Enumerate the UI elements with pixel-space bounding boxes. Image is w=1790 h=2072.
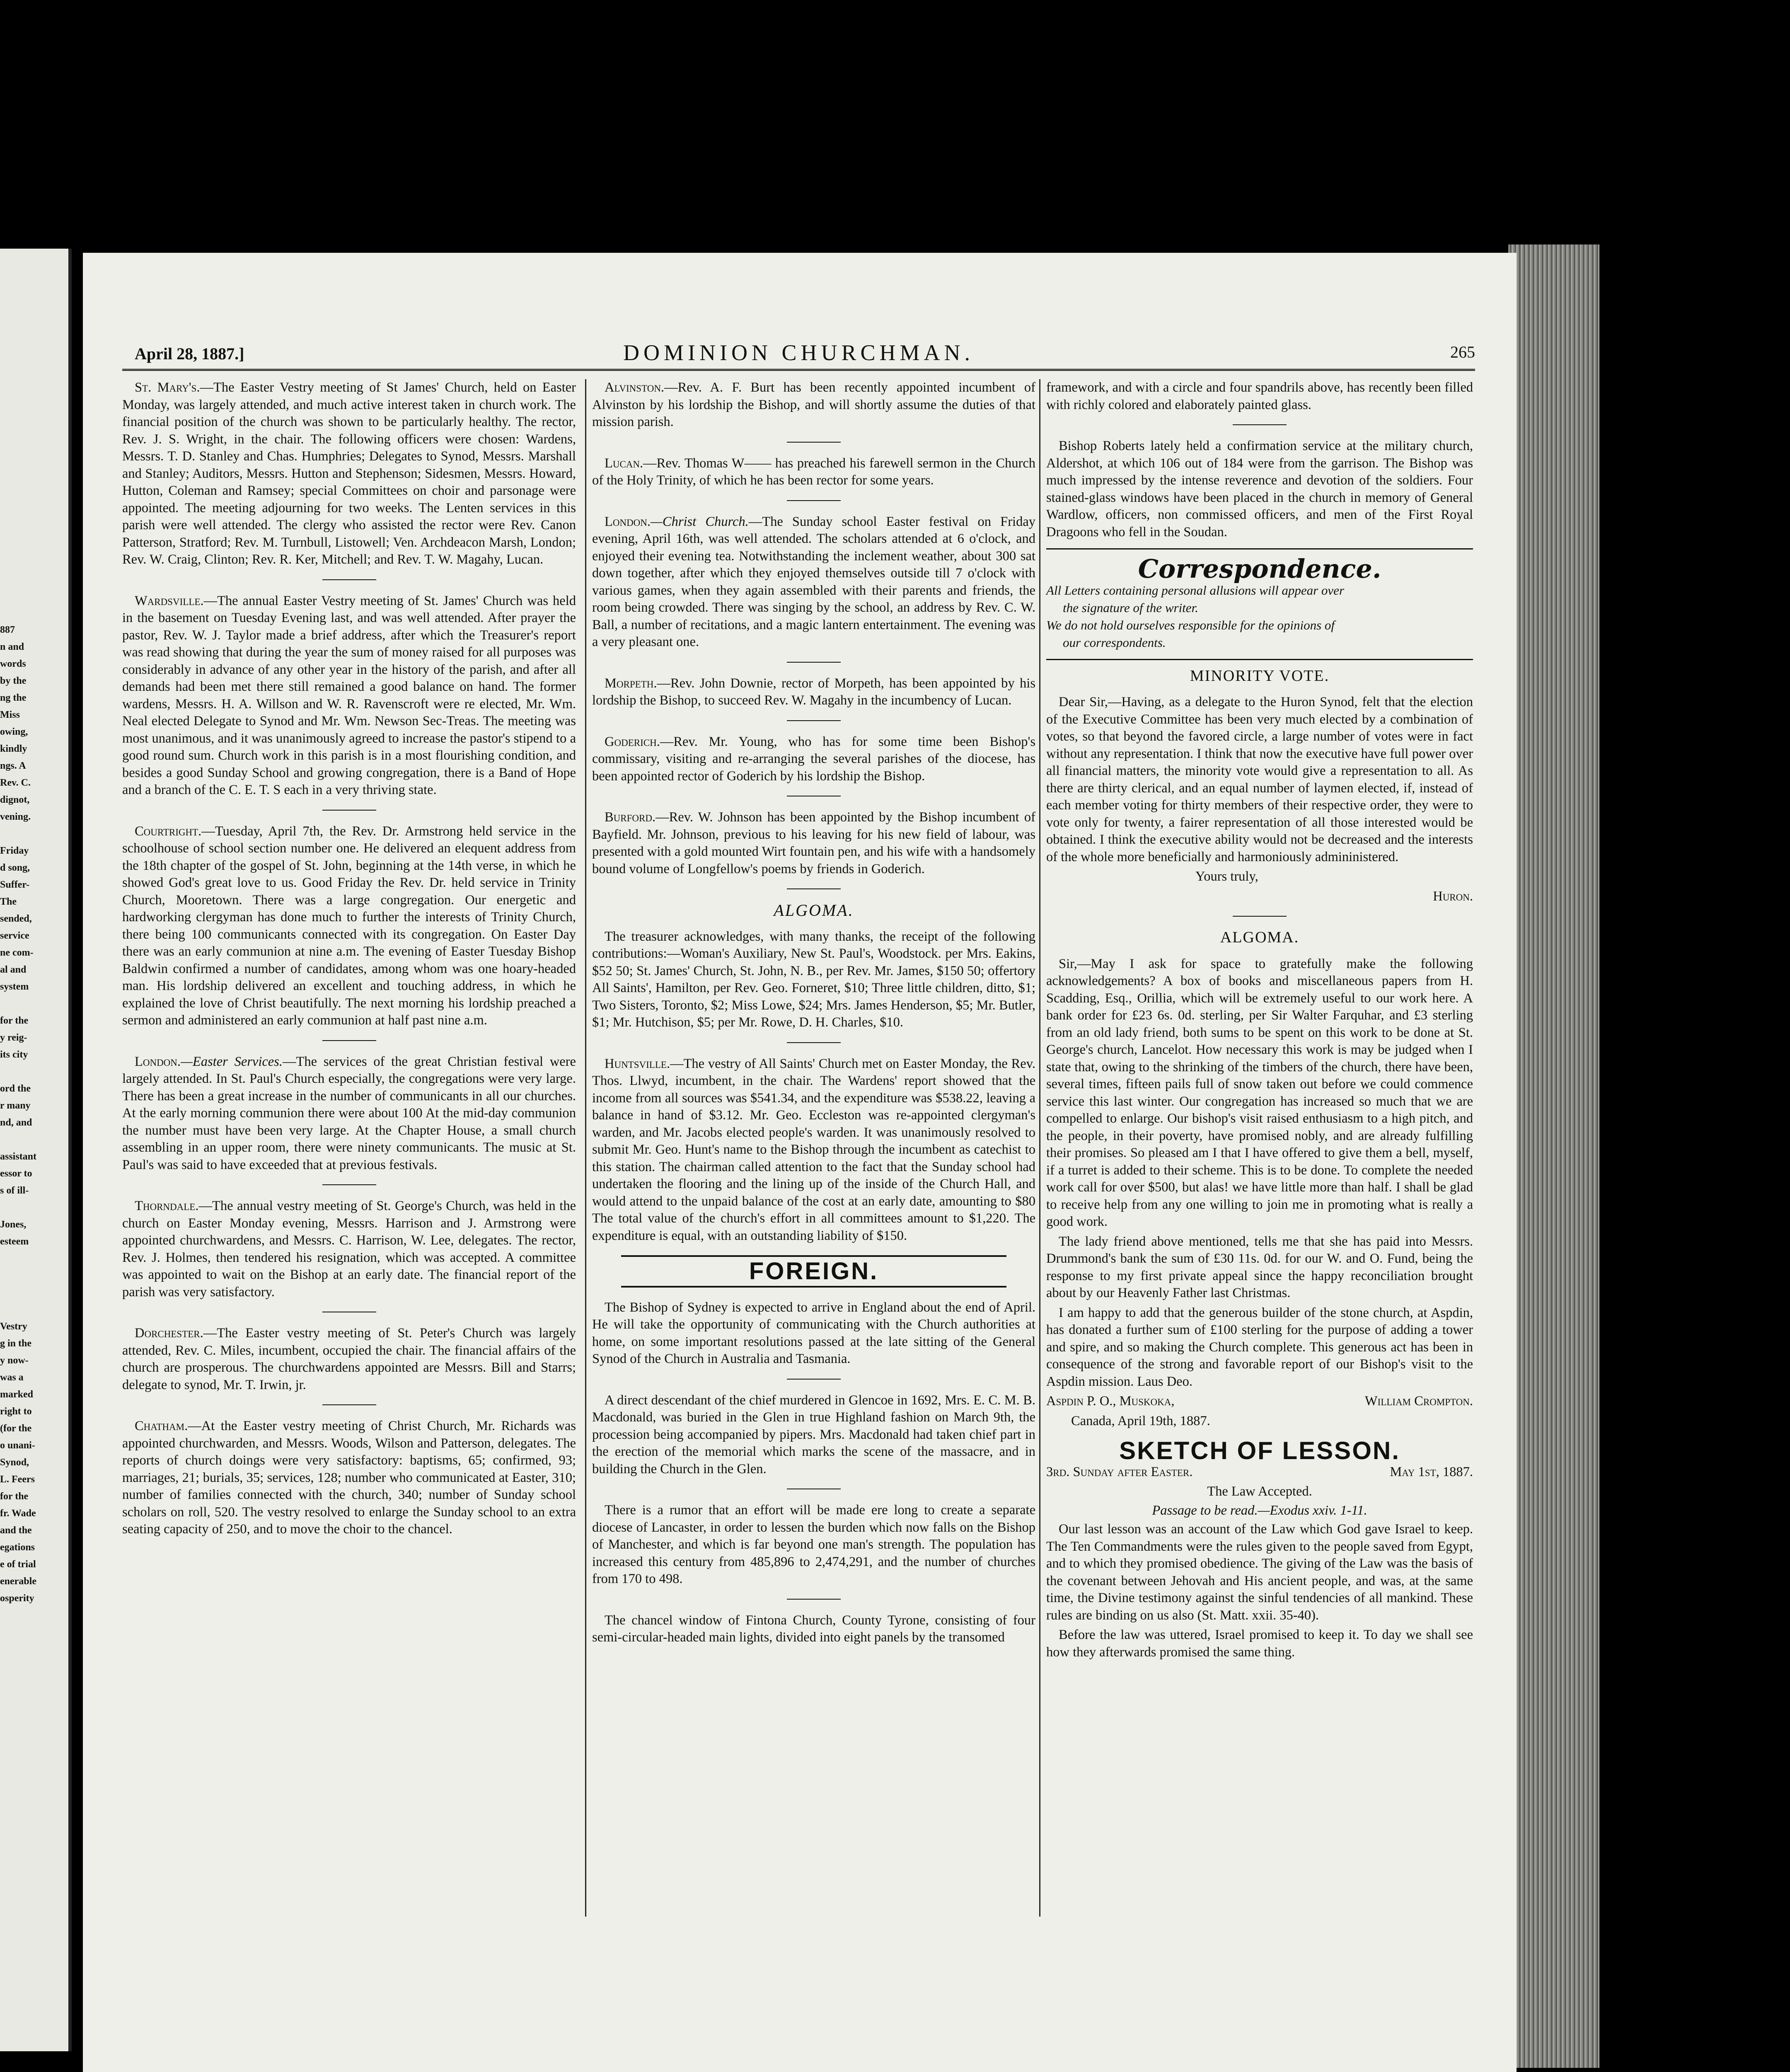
facing-page-fragment: y reig- — [0, 1032, 27, 1043]
sketch-of-lesson-heading: SKETCH OF LESSON. — [1119, 1437, 1400, 1464]
facing-page-text-fragments — [0, 622, 62, 1607]
item-lead: Wardsville. — [135, 593, 204, 608]
item-lead: Alvinston. — [605, 380, 665, 395]
facing-page-fragment: essor to — [0, 1168, 32, 1179]
facing-page-fragment: Vestry — [0, 1321, 27, 1332]
news-item — [122, 823, 576, 1029]
facing-page-fragment: for the — [0, 1015, 29, 1026]
facing-page-fragment — [0, 1131, 62, 1148]
item-text: —Tuesday, April 7th, the Rev. Dr. Armstrong held service in the schoolhouse of school section number one. He delivered an elequent address from the 18th chapter of the gospel of St. John, beginning at the 14th verse, in which he showed God's great love to us. Good Friday the Rev. Dr. held service in Trinity Church, Mooretown. There was a large congregation. Our energetic and hardworking clergyman has done much to further the interests of Trinity Church, there being 100 communicants connected with its congregation. On Easter Day there was an early communion at nine a.m. The evening of Easter Tuesday Bishop Baldwin confirmed a number of candidates, among whom was one hoary-headed man. His lordship delivered an excellent and touching address, in which he explained the love of Christ beautifully. The next morning his lordship preached a sermon and administered an early communion at half past nine a.m. — [122, 823, 576, 1028]
letter-signature: Huron. — [1433, 888, 1473, 904]
facing-page-fragment: sended, — [0, 913, 32, 924]
item-text: —The Easter vestry meeting of St. Peter's Church was largely attended, Rev. C. Miles, incumbent, occupied the chair. The financial affairs of the church are prosperous. The churchwardens appointed are Messrs. Bill and Starrs; delegate to synod, Mr. T. Irwin, jr. — [122, 1326, 576, 1392]
facing-page-fragment: Friday — [0, 845, 29, 856]
facing-page-fragment: ngs. A — [0, 760, 26, 771]
page-header — [122, 340, 1475, 371]
foreign-items — [592, 1299, 1035, 1646]
news-item — [122, 379, 576, 569]
separator — [322, 1404, 376, 1405]
facing-page-fragment — [0, 1199, 62, 1216]
news-item — [122, 1325, 576, 1394]
facing-page-fragment: system — [0, 981, 29, 992]
item-lead: Goderich. — [605, 734, 660, 749]
huntsville-item — [592, 1055, 1035, 1245]
minority-vote-heading: MINORITY VOTE. — [1190, 667, 1330, 685]
facing-page-fragment: fr. Wade — [0, 1508, 36, 1519]
news-item — [592, 379, 1035, 431]
algoma-heading: ALGOMA. — [774, 901, 854, 920]
news-item — [592, 675, 1035, 709]
news-item — [122, 593, 576, 799]
separator — [1233, 424, 1287, 425]
separator — [787, 888, 841, 889]
news-item — [592, 733, 1035, 785]
rule — [1046, 548, 1473, 549]
lesson-paragraph: Our last lesson was an account of the Law which God gave Israel to keep. The Ten Commandments were the rules given to the people saved from Egypt, and to which they promised obedience. The giving of the Law was the basis of the covenant between Jehovah and His ancient people, and was, at the same time, the Divine testimony against the sinful tendencies of all mankind. These rules are binding on us also (St. Matt. xxii. 35-40). — [1046, 1522, 1473, 1623]
facing-page-fragment: was a — [0, 1372, 24, 1383]
item-lead: Courtright. — [135, 823, 202, 839]
facing-page-fragment: o unani- — [0, 1440, 35, 1451]
bishop-roberts-item: Bishop Roberts lately held a confirmation service at the military church, Aldershot, at which 106 out of 184 were from the garrison. The Bishop was much impressed by the intense reverence and devotion of the soldiers. Four stained-glass windows have been placed in the church in memory of General Wardlow, officers, non commissed officers, and men of the First Royal Dragoons who fell in the Soudan. — [1046, 438, 1473, 540]
news-item — [122, 1418, 576, 1538]
item-subhead: —Easter Services. — [181, 1054, 283, 1069]
facing-page-fragment: Suffer- — [0, 879, 30, 890]
item-lead: Burford. — [605, 810, 656, 825]
facing-page-fragment: egations — [0, 1542, 35, 1553]
facing-page-fragment: Rev. C. — [0, 777, 31, 788]
book-page-edges — [1508, 244, 1599, 2068]
letter-closing: Yours truly, — [1195, 869, 1258, 884]
item-lead: Huntsville. — [605, 1056, 670, 1071]
item-text: —The services of the great Christian festival were largely attended. In St. Paul's Church especially, the congregations were very large. There has been a great increase in the number of communicants in all our churches. At the early morning communion there were about 100 At the mid-day communion the number must have been very large. At the Chapter House, a small church assembling in an upper room, there were ninety communicants. The music at St. Paul's was said to have exceeded that at previous festivals. — [122, 1054, 576, 1172]
item-text: —Rev. A. F. Burt has been recently appointed incumbent of Alvinston by his lordship the Bishop, and will shortly assume the duties of that mission parish. — [592, 380, 1035, 429]
news-item — [122, 1198, 576, 1301]
lesson-paragraph: Before the law was uttered, Israel promised to keep it. To day we shall see how they afterwards promised the same thing. — [1046, 1627, 1473, 1660]
item-text: —At the Easter vestry meeting of Christ Church, Mr. Richards was appointed churchwarden, and Messrs. Woods, Wilson and Patterson, delegates. The reports of church doings were very satisfactory: baptisms, 65; confirmed, 93; marriages, 21; burials, 35; services, 128; number who communicated at Easter, 310; number of families connected with the church, 340; number of Sunday school scholars on roll, 520. The vestry resolved to enlarge the Sunday school to an extra seating capacity of 250, and to move the choir to the chancel. — [122, 1418, 576, 1537]
item-lead: London. — [135, 1054, 181, 1069]
notice-line: We do not hold ourselves responsible for the opinions of — [1046, 617, 1335, 632]
correspondence-heading: Correspondence. — [1138, 554, 1381, 584]
column-3 — [1039, 379, 1473, 1917]
item-text: —Rev. Mr. Young, who has for some time been Bishop's commissary, visiting and re-arranging the several parishes of the diocese, has been appointed rector of Goderich by his lordship the Bishop. — [592, 734, 1035, 784]
news-item — [592, 455, 1035, 489]
item-text: —Rev. John Downie, rector of Morpeth, has been appointed by his lordship the Bishop, to succeed Rev. W. Magahy in the incumbency of Lucan. — [592, 675, 1035, 708]
item-text: —The annual vestry meeting of St. George's Church, was held in the church on Easter Monday evening, Messrs. Harrison and J. Armstrong were appointed churchwardens, and Messrs. C. Harrison, W. Lee, delegates. The rector, Rev. J. Holmes, then tendered his resignation, which was accepted. A committee was appointed to wait on the Bishop at an early date. The financial report of the parish was very satisfactory. — [122, 1198, 576, 1300]
item-text: —The vestry of All Saints' Church met on Easter Monday, the Rev. Thos. Llwyd, incumbent, in the chair. The Wardens' report showed that the income from all sources was $541.34, and the expenditure was $538.22, leaving a balance in hand of $3.12. Mr. Geo. Eccleston was re-appointed clergyman's warden, and Mr. Jacobs elected people's warden. It was unanimously resolved to submit Mr. Geo. Hunt's name to the Bishop through the incumbent as catechist to this station. The chairman called attention to the fact that the Sunday school had undertaken the flooring and the lining up of the inside of the Church Hall, and would attend to the unpaid balance of the cost at an early date, amounting to $80 The total value of the church's effort in all committees amount to $1,220. The expenditure is equal, with an outstanding liability of $150. — [592, 1056, 1035, 1243]
facing-page-fragment: owing, — [0, 726, 28, 737]
news-item — [122, 1053, 576, 1174]
news-item — [592, 809, 1035, 878]
facing-page-fragment: Miss — [0, 709, 20, 720]
separator — [787, 1042, 841, 1043]
foreign-item: The chancel window of Fintona Church, County Tyrone, consisting of four semi-circular-headed main lights, divided into eight panels by the transomed — [592, 1612, 1035, 1645]
algoma-letter-heading: ALGOMA. — [1220, 929, 1299, 946]
minority-vote-letter: Dear Sir,—Having, as a delegate to the Huron Synod, felt that the election of the Executive Committee has been very much elected by a combination of votes, so that beyond the favored circle, a large number of votes were in fact without any representation. I think that now the executive have full power over all financial matters, the minority vote would give a representation to all. As there are thirty clerical, and an equal number of laymen elected, if, instead of each member voting for thirty members of their respective order, they were to vote only for twenty, a fairer representation of all those interested would be obtained. I think the executive ability would not be decreased and the interests of the whole more beneficially and harmoniously admininistered. — [1046, 695, 1473, 864]
lesson-date-line — [1046, 1464, 1473, 1481]
facing-page-fragment: r many — [0, 1100, 31, 1111]
foreign-heading: FOREIGN. — [621, 1255, 1006, 1288]
item-text: —Rev. Thomas W—— has preached his farewell sermon in the Church of the Holy Trinity, of which he has been rector for some years. — [592, 455, 1035, 488]
separator — [787, 720, 841, 721]
facing-page-fragment: Synod, — [0, 1457, 29, 1468]
facing-page-fragment — [0, 1301, 62, 1318]
facing-page-fragment: ne com- — [0, 947, 34, 958]
facing-page-fragment: marked — [0, 1389, 33, 1400]
item-lead: St. Mary's. — [135, 380, 200, 395]
facing-page-fragment: s of ill- — [0, 1185, 29, 1196]
separator — [322, 810, 376, 811]
separator — [322, 1184, 376, 1185]
facing-page-edge — [0, 249, 72, 2051]
separator — [1233, 916, 1287, 917]
correspondence-notice — [1046, 582, 1473, 651]
news-item — [592, 513, 1035, 651]
letter-signer: William Crompton. — [1364, 1394, 1473, 1409]
item-text: —The Sunday school Easter festival on Friday evening, April 16th, was well attended. The scholars attended at 6 o'clock, and enjoyed their evening tea. Notwithstanding the inclement weather, about 300 sat down together, after which they enjoyed themselves outside till 7 o'clock with various games, when they again assembled with their parents and friends, the room being crowded. There was singing by the school, an address by Rev. C. W. Ball, a number of recitations, and a magic lantern entertainment. The evening was a very pleasant one. — [592, 514, 1035, 649]
facing-page-fragment: (for the — [0, 1423, 32, 1434]
facing-page-fragment: for the — [0, 1491, 29, 1502]
item-lead: Thorndale. — [135, 1198, 199, 1213]
facing-page-fragment: d song, — [0, 862, 30, 873]
facing-page-fragment: e of trial — [0, 1559, 36, 1570]
facing-page-fragment: nd, and — [0, 1117, 32, 1128]
separator — [787, 500, 841, 501]
foreign-item: A direct descendant of the chief murdered in Glencoe in 1692, Mrs. E. C. M. B. Macdonald, was buried in the Glen in true Highland fashion on March 9th, the procession being accompanied by pipers. Mrs. Macdonald had taken chief part in the erection of the memorial which marks the scene of the massacre, and in building the Church in the Glen. — [592, 1392, 1035, 1477]
facing-page-fragment: its city — [0, 1049, 28, 1060]
notice-line: our correspondents. — [1063, 635, 1166, 650]
facing-page-fragment: L. Feers — [0, 1474, 35, 1485]
item-text: —The Easter Vestry meeting of St James' Church, held on Easter Monday, was largely attended, and much active interest taken in church work. The financial position of the church was shown to be particularly healthy. The rector, Rev. J. S. Wright, in the chair. The following officers were chosen: Wardens, Messrs. T. D. Stanley and Chas. Humphries; Delegates to Synod, Messrs. Marshall and Stanley; Auditors, Messrs. Hutton and Stephenson; Sidesmen, Messrs. Howard, Hutton, Coleman and Ramsey; special Committees on choir and parsonage were appointed. The meeting adjourning for two weeks. The Lenten services in this parish were well attended. The clergy who assisted the rector were Rev. Canon Patterson, Stratford; Rev. M. Turnbull, Listowell; Ven. Archdeacon Marsh, London; Rev. W. Craig, Clinton; Rev. R. Ker, Mitchell; and Rev. T. W. Magahy, Lucan. — [122, 380, 576, 567]
separator — [787, 662, 841, 663]
facing-page-fragment: assistant — [0, 1151, 37, 1162]
facing-page-fragment — [0, 995, 62, 1012]
item-text: —Rev. W. Johnson has been appointed by the Bishop incumbent of Bayfield. Mr. Johnson, previous to his leaving for his new field of labour, was presented with a gold mounted Wirt fountain pen, and his wife with a handsomely bound volume of Longfellow's poems by friends in Goderich. — [592, 810, 1035, 876]
facing-page-fragment — [0, 825, 62, 842]
separator — [787, 1379, 841, 1380]
facing-page-fragment — [0, 1250, 62, 1267]
item-lead: London. — [605, 514, 651, 529]
fintona-continuation: framework, and with a circle and four spandrils above, has recently been filled with richly colored and elaborately painted glass. — [1046, 380, 1473, 412]
item-lead: Dorchester. — [135, 1326, 203, 1341]
facing-page-fragment: y now- — [0, 1355, 29, 1366]
facing-page-fragment: vening. — [0, 811, 31, 822]
facing-page-fragment: service — [0, 930, 29, 941]
diocesan-news-items — [592, 379, 1035, 889]
algoma-contributions: The treasurer acknowledges, with many thanks, the receipt of the following contributions:—Woman's Auxiliary, New St. Paul's, Woodstock. per Mrs. Eakins, $52 50; St. James' Church, St. John, N. B., per Rev. Mr. James, $150 50; offertory All Saints', Hamilton, per Rev. Geo. Forneret, $10; Three little children, ditto, $1; Two Sisters, Toronto, $2; Miss Lowe, $24; Mrs. James Henderson, $5; Mr. Butler, $1; Mr. Hutchison, $5; per Mr. Rowe, D. H. Charles, $10. — [592, 929, 1035, 1030]
column-2 — [585, 379, 1035, 1917]
algoma-letter-paragraph: The lady friend above mentioned, tells me that she has paid into Messrs. Drummond's bank the sum of £30 11s. 0d. for our W. and O. Fund, being the response to my first private appeal since the happy reconciliation brought about by our Heavenly Father last Christmas. — [1046, 1234, 1473, 1300]
lesson-title: The Law Accepted. — [1207, 1484, 1312, 1499]
facing-page-fragment: osperity — [0, 1593, 34, 1604]
separator — [787, 442, 841, 443]
facing-page-fragment: and the — [0, 1525, 32, 1536]
facing-page-fragment: al and — [0, 964, 27, 975]
facing-page-fragment: g in the — [0, 1338, 32, 1349]
item-subhead: —Christ Church. — [651, 514, 749, 529]
column-1 — [122, 379, 576, 1917]
lesson-passage: Passage to be read.—Exodus xxiv. 1-11. — [1152, 1503, 1367, 1518]
item-lead: Morpeth. — [605, 675, 657, 691]
facing-page-fragment: right to — [0, 1406, 32, 1417]
rule — [1046, 659, 1473, 660]
separator — [787, 1599, 841, 1600]
masthead-title: DOMINION CHURCHMAN. — [623, 340, 975, 365]
letter-date: Canada, April 19th, 1887. — [1071, 1413, 1210, 1428]
facing-page-fragment: esteem — [0, 1236, 29, 1247]
newspaper-page — [83, 253, 1517, 2072]
facing-page-fragment — [0, 1267, 62, 1284]
notice-line: All Letters containing personal allusions will appear over — [1046, 583, 1345, 598]
letter-signature-line — [1046, 1393, 1473, 1410]
facing-page-fragment: dignot, — [0, 794, 30, 805]
issue-date: April 28, 1887.] — [135, 344, 244, 363]
algoma-letter-paragraph: Sir,—May I ask for space to gratefully make the following acknowledgements? A box of books and miscellaneous papers from H. Scadding, Esq., Orillia, which will be extremely useful to our work here. A bank order for £23 6s. 0d. sterling, per Sir Walter Farquhar, and £3 sterling from an old lady friend, both sums to be spent on this work to be done at St. George's church, Lancelot. How necessary this work is may be judged when I state that, owing to the shrinking of the timbers of the church, there have been, several times, fifteen pails full of snow taken out before we could commence service this last winter. Our congregation has increased so much that we are compelled to enlarge. Our bishop's visit raised enthusiasm to a high pitch, and the people, in their poverty, have promised nobly, and are already fulfilling their promises. So pleased am I that I have offered to give them a bell, myself, if a turret is added to their scheme. This is to be done. To complete the needed work call for over $500, but alas! we have little more than half. I shall be glad to receive help from any one willing to join me in promoting what is really a good work. — [1046, 956, 1473, 1229]
facing-page-fragment: by the — [0, 675, 27, 686]
foreign-item: There is a rumor that an effort will be made ere long to create a separate diocese of Lancaster, in order to lessen the burden which now falls on the Bishop of Manchester, and which is far beyond one man's strength. The population has increased this century from 485,896 to 2,474,291, and the number of churches from 170 to 498. — [592, 1503, 1035, 1586]
facing-page-fragment: kindly — [0, 743, 27, 754]
separator — [322, 1040, 376, 1041]
facing-page-fragment — [0, 1063, 62, 1080]
facing-page-fragment: ng the — [0, 692, 27, 703]
facing-page-fragment: words — [0, 658, 26, 669]
item-lead: Lucan. — [605, 455, 643, 471]
facing-page-fragment: The — [0, 896, 17, 907]
page-number: 265 — [1450, 343, 1475, 361]
separator — [322, 579, 376, 580]
foreign-item: The Bishop of Sydney is expected to arrive in England about the end of April. He will take the opportunity of communicating with the Church authorities at home, on some important resolutions passed at the late sitting of the General Synod of the Church in Australia and Tasmania. — [592, 1300, 1035, 1366]
facing-page-fragment: n and — [0, 641, 24, 652]
lesson-sunday: 3rd. Sunday after Easter. — [1046, 1464, 1193, 1479]
lesson-date: May 1st, 1887. — [1390, 1464, 1473, 1479]
facing-page-fragment: Jones, — [0, 1219, 27, 1230]
item-text: —The annual Easter Vestry meeting of St. James' Church was held in the basement on Tuesday Evening last, and was well attended. After prayer the pastor, Rev. W. J. Taylor made a brief address, after which the Treasurer's report was read showing that during the year the sum of money raised for all purposes was considerably in advance of any other year in the history of the parish, and after all demands had been met there still remained a good balance on hand. The former wardens, Messrs. H. A. Willson and W. R. Ravenscroft were re elected, Mr. Wm. Neal elected Delegate to Synod and Mr. Wm. Newson Sec-Treas. The meeting was most unanimous, and it was unanimously agreed to increase the pastor's stipend to a good round sum. Church work in this parish is in a most flourishing condition, and besides a good Sunday School and growing congregation, there is a Band of Hope and a branch of the C. E. T. S each in a very thriving state. — [122, 593, 576, 797]
notice-line: the signature of the writer. — [1063, 600, 1198, 615]
facing-page-fragment: 887 — [0, 625, 15, 635]
algoma-letter-paragraph: I am happy to add that the generous builder of the stone church, at Aspdin, has donated a further sum of £100 sterling for the purpose of adding a tower and spire, and so making the Church complete. This generous act has been in consequence of the strong and favorable report of our Bishop's visit to the Aspdin mission. Laus Deo. — [1046, 1305, 1473, 1389]
facing-page-fragment: ord the — [0, 1083, 31, 1094]
letter-place: Aspdin P. O., Muskoka, — [1046, 1394, 1175, 1409]
facing-page-fragment: enerable — [0, 1576, 36, 1587]
facing-page-fragment — [0, 1284, 62, 1301]
item-lead: Chatham. — [135, 1418, 188, 1433]
